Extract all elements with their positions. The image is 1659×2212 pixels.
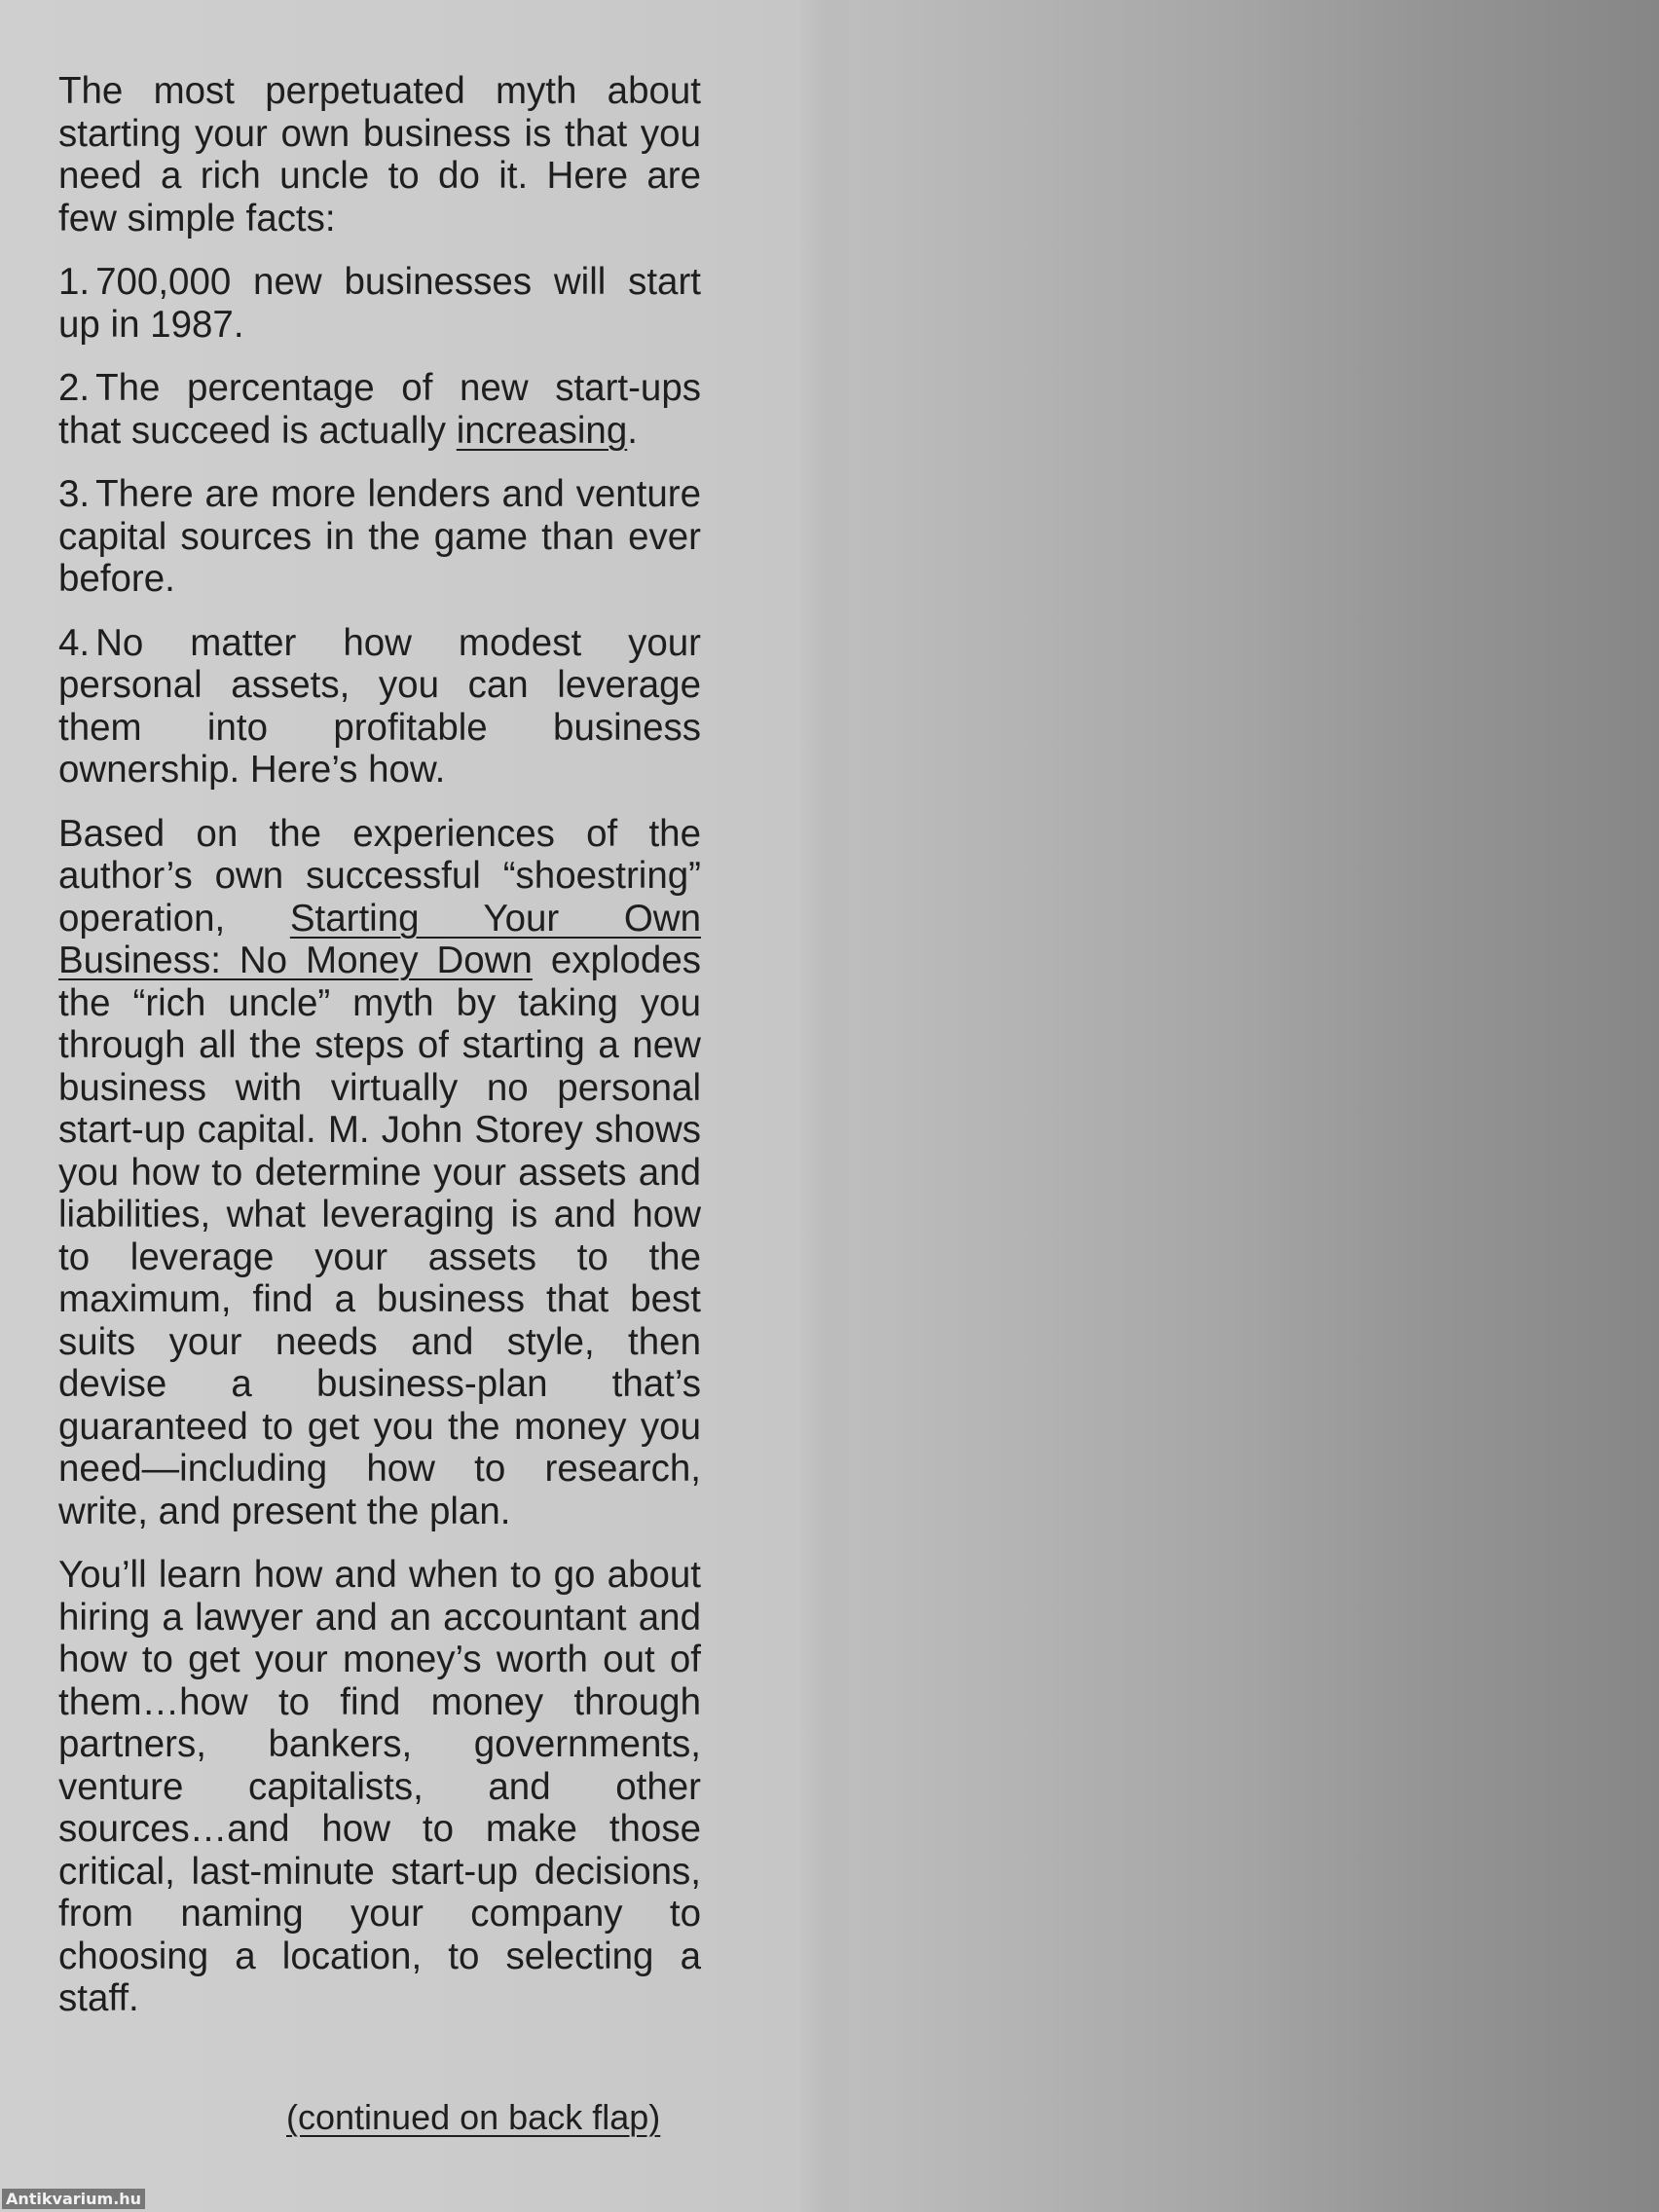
fact-3-text: There are more lenders and venture capital sources in the game than ever before. [58, 473, 701, 600]
book-title: Starting Your Own Business: No Money Down [58, 897, 701, 981]
body-1-post: explodes the “rich uncle” myth by taking you through all the steps of starting a new business with virtually no personal start-up capital. M. John Storey shows you how to determine your assets and liabilities, what leveraging is and how to leverage your assets to the maximum, find a business that best suits your needs and style, then devise a business-plan that’s guaranteed to get you the money you need—including how to research, write, and present the plan. [58, 940, 701, 1532]
fact-2-text-pre: The percentage of new start-ups that succeed is actually [58, 367, 701, 452]
fact-2 [58, 367, 701, 452]
fact-1-number: 1. [58, 261, 91, 303]
fact-3 [58, 473, 701, 601]
flap-text-column [58, 70, 701, 2042]
fact-1-text: 700,000 new businesses will start up in 1987. [58, 261, 701, 346]
body-paragraph-2: You’ll learn how and when to go about hiring a lawyer and an accountant and how to get your money’s worth out of them…how to find money through partners, bankers, governments, venture capitalists, and other sources…and how to make those critical, last-minute start-up decisions, from naming your company to choosing a location, to selecting a staff. [58, 1554, 701, 2019]
fact-2-emphasis: increasing [456, 409, 628, 452]
intro-paragraph: The most perpetuated myth about starting your own business is that you need a rich uncle to do it. Here are few simple facts: [58, 70, 701, 240]
body-1-pre: Based on the experiences of the author’s own successful “shoestring” operation, [58, 812, 701, 940]
watermark: Antikvarium.hu [2, 2189, 145, 2209]
fact-4 [58, 622, 701, 792]
flap-shadow [798, 0, 857, 2212]
fact-4-number: 4. [58, 621, 91, 664]
fact-3-number: 3. [58, 473, 91, 515]
fact-2-text-post: . [627, 409, 638, 452]
body-paragraph-1 [58, 813, 701, 1533]
fact-2-number: 2. [58, 367, 91, 409]
fact-1 [58, 261, 701, 346]
continued-note: (continued on back flap) [286, 2097, 661, 2137]
fact-4-text: No matter how modest your personal assets, you can leverage them into profitable business ownership. Here’s how. [58, 621, 701, 791]
